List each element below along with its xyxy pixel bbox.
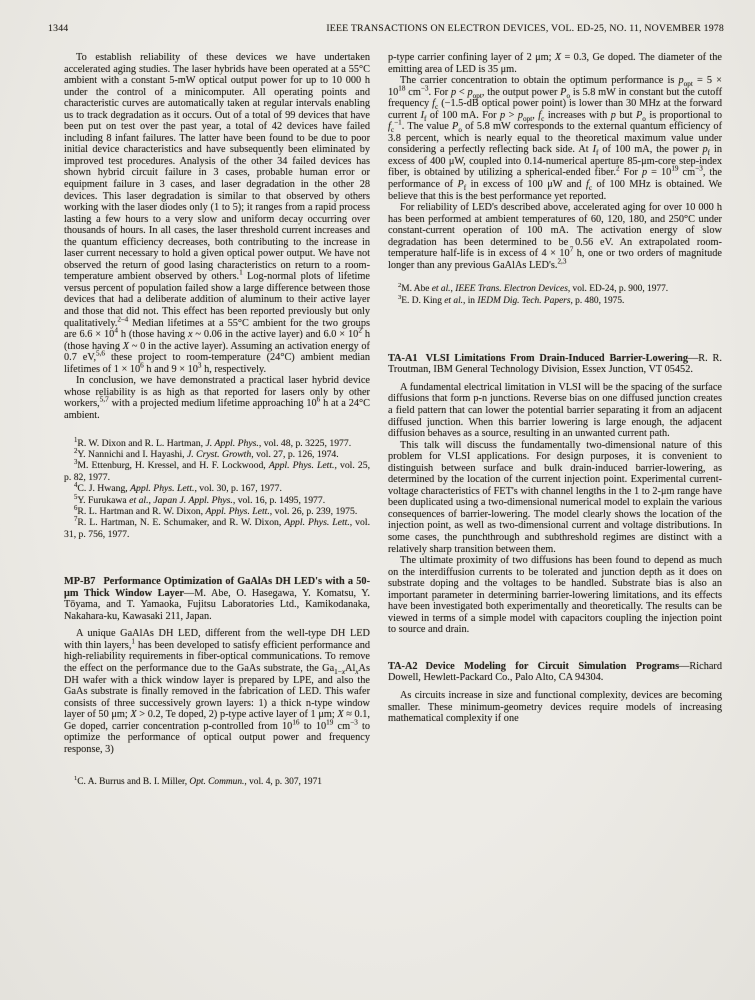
footnote-block (388, 284, 722, 306)
abstract-paragraph: In conclusion, we have demonstrated a practical laser hybrid device whose reliability is as high as that reported for lasers only by other workers,$^{5,7}$ with a projected medium lifetime approaching $10^6$ h at a 24°C ambient. (64, 375, 370, 421)
section-ta-a2 (388, 661, 722, 725)
section-authors: —R. R. Troutman, IBM General Technology Division, Essex Junction, VT 05452. (388, 352, 722, 376)
reference-item: $^5$Y. Furukawa et al., Japan J. Appl. Phys., vol. 16, p. 1495, 1977. (74, 493, 326, 506)
abstract-paragraph: To establish reliability of these devices we have undertaken accelerated aging studies. The laser hybrids have been operated at a 55°C ambient with a constant 5-mW optical output power for up to 10 000 h under the control of a minicomputer. All operating points and characteristic curves are automatically taken at regular intervals enabling us to track degradation as it occurs. Out of a total of 99 devices that have been put on test over the past year, a total of 42 devices have failed including 8 infant failures. The latter have been found to be due to poor initial device characteristics and have subsequently been eliminated by improved test procedures. Analysis of the other 34 failed devices has shown hybrid circuit failure in 3 cases, probable human error or equipment failure in 3 cases, and laser degradation in the other 28 devices. This laser degradation is similar to that observed by others working with the laser diodes only (1 to 5); it ranges from a rapid process lasting a few hours to a very slow and uniform decay occurring over thousands of hours. In all cases, the laser threshold current increases and the quantum efficiency decreases, both contributing to the increase in laser current necessary to hold a given optical power output. We have not observed the return of good lasing characteristics on return to a room-temperature ambient observed by others.$^1$ Log-normal plots of lifetime versus percent of population failed show a large difference between those devices that had a deliberate addition of aluminum to their active layer and those that did not. This effect has been reported previously but only qualitatively.$^{2-4}$ Median lifetimes at a 55°C ambient for the two groups are $6.6 \times 10^4$ h (those having x ~ 0.06 in the active layer) and $6.0 \times 10^2$ h (those having X ~ 0 in the active layer). Assuming an activation energy of 0.7 eV,$^{5,6}$ these project to room-temperature (24°C) ambient median lifetimes of $1 \times 10^6$ h and $9 \times 10^3$ h, respectively. (64, 52, 370, 375)
left-column (64, 52, 370, 789)
abstract-paragraph: A unique GaAlAs DH LED, different from the well-type DH LED with thin layers,$^1$ has been developed to satisfy efficient performance and high-reliability requirements in fiber-optical communications. To remove the effect on the performance due to the GaAs substrate, the $Ga_{1-x}Al_xAs$ DH wafer with a thick window layer is prepared by LPE, and also the GaAs substrate is finally removed in the fabrication of LED. This wafer consists of three successively grown layers: 1) a thick n-type window layer of 50 μm; X > 0.2, Te doped, 2) p-type active layer of 1 μm; X ≈ 0.1, Ge doped, carrier concentration p-controlled from $10^{16}$ to $10^{19}$ $cm^{-3}$ to optimize the performance of optical output power and frequency response, 3) (64, 628, 370, 755)
abstract-paragraph: The carrier concentration to obtain the optimum performance is $p_{opt} = 5 \times 10^{18}$ $cm^{-3}$. For $p < p_{opt}$, the output power $P_o$ is 5.8 mW in constant but the cutoff frequency $f_c$ (−1.5-dB optical power point) is lower than 30 MHz at the forward current $I_f$ of 100 mA. For $p > p_{opt}$, $f_c$ increases with p but $P_o$ is proportional to $f_c^{-1}$. The value $P_o$ of 5.8 mW corresponds to the external quantum efficiency of 3.8 percent, which is nearly equal to the theoretical maximum value under considering a perfectly reflecting back side. At $I_f$ of 100 mA, the power $p_f$ in excess of 400 μW, coupled into 0.14-numerical aperture 85-μm-core step-index fiber, is obtained by utilizing a spherical-ended fiber.$^2$ For $p = 10^{19}$ $cm^{-3}$, the performance of $P_f$ in excess of 100 μW and $f_c$ of 100 MHz is obtained. We believe that this is the best performance yet reported. (388, 75, 723, 202)
footnote: $^3$E. D. King et al., in IEDM Dig. Tech. Papers, p. 480, 1975. (398, 293, 625, 306)
reference-item: $^2$Y. Nannichi and I. Hayashi, J. Cryst. Growth, vol. 27, p. 126, 1974. (74, 447, 339, 460)
right-column (388, 52, 722, 789)
page-number: 1344 (48, 23, 69, 34)
section-title: VLSI Limitations From Drain-Induced Barrier-Lowering (425, 352, 688, 364)
section-heading (388, 661, 722, 684)
reference-item: $^4$C. J. Hwang, Appl. Phys. Lett., vol. 30, p. 167, 1977. (74, 481, 282, 495)
footnote: $^2$M. Abe et al., IEEE Trans. Electron Devices, vol. ED-24, p. 900, 1977. (398, 282, 669, 295)
abstract-paragraph: p-type carrier confining layer of 2 μm; X = 0.3, Ge doped. The diameter of the emitting area of LED is 35 μm. (388, 52, 723, 75)
section-title: Performance Optimization of GaAlAs DH LED's with a 50-μm Thick Window Layer (64, 576, 370, 599)
footnote: $^1$C. A. Burrus and B. I. Miller, Opt. Commun., vol. 4, p. 307, 1971 (74, 775, 322, 788)
section-code: TA-A1 (388, 352, 418, 364)
section-mp-b7 (64, 576, 370, 755)
section-code: TA-A2 (388, 660, 418, 672)
abstract-paragraph: For reliability of LED's described above, accelerated aging for over 10 000 h has been performed at ambient temperatures of 60, 120, 180, and 250°C under constant-current operation of 100 mA. The activation energy of slow degradation has been determined to be 0.56 eV. An extrapolated room-temperature half-life is in excess of $4 \times 10^7$ h, one or two orders of magnitude longer than any previous GaAlAs LED's.$^{2,3}$ (388, 202, 722, 271)
abstract-paragraph: This talk will discuss the fundamentally two-dimensional nature of this problem for VLSI applications. For design purposes, it is convenient to distinguish between surface and bulk drain-induced barrier-lowering, as determined by the location of the current injection point. Experimental current-voltage characteristics of FET's with channel lengths in the 1 to 2-μm range have been duplicated using a two-dimensional numerical model to explain the various consequences of barrier-lowering. The model clearly shows the location of the injection point, as well as two-dimensional current and voltage distributions. In some cases, the punchthrough and subthreshold regimes are distinct with a relatively sharp transition between them. (388, 439, 722, 555)
section-authors: —M. Abe, O. Hasegawa, Y. Komatsu, Y. Tōyama, and T. Yamaoka, Fujitsu Laboratories Ltd., Kamikodanaka, Nakahara-ku, Kawasaki 211, Japan. (64, 587, 370, 622)
abstract-paragraph: A fundamental electrical limitation in VLSI will be the spacing of the surface diffusions that form p-n junctions. Reverse bias on one diffused junction creates a field pattern that can lower the potential barrier separating it from an adjacent diffused junction. When this barrier lowering is large enough, the adjacent diffusion behaves as a source, resulting in an unwanted current path. (388, 381, 722, 440)
page-header (48, 23, 724, 34)
reference-list (64, 438, 370, 541)
section-authors: —Richard Dowell, Hewlett-Packard Co., Palo Alto, CA 94304. (388, 660, 722, 684)
reference-item: $^6$R. L. Hartman and R. W. Dixon, Appl. Phys. Lett., vol. 26, p. 239, 1975. (74, 504, 358, 517)
reference-item: $^1$R. W. Dixon and R. L. Hartman, J. Appl. Phys., vol. 48, p. 3225, 1977. (74, 436, 352, 449)
reference-item: $^7$R. L. Hartman, N. E. Schumaker, and R. W. Dixon, Appl. Phys. Lett., vol. 31, p. 756, 1977. (64, 516, 370, 540)
section-code: MP-B7 (64, 576, 96, 588)
journal-title: IEEE TRANSACTIONS ON ELECTRON DEVICES, VOL. ED-25, NO. 11, NOVEMBER 1978 (326, 23, 724, 34)
reference-item: $^3$M. Ettenburg, H. Kressel, and H. F. Lockwood, Appl. Phys. Lett., vol. 25, p. 82, 1977. (64, 459, 370, 483)
section-ta-a1 (388, 353, 722, 636)
abstract-paragraph: As circuits increase in size and functional complexity, devices are becoming smaller. These minimum-geometry devices require models of increasing mathematical complexity if one (388, 690, 722, 725)
abstract-paragraph: The ultimate proximity of two diffusions has been found to depend as much on the interdiffusion currents to be tolerated and junction depth as it does on substrate doping and the voltages to be handled. Substrate bias is also an important parameter in determining barrier-lowering limitations, and its effects have been investigated both experimentally and theoretically. The results can be viewed in terms of a simple model with capacitors coupling the injection point to source and drain. (388, 555, 722, 636)
footnote-block (64, 777, 370, 788)
section-heading (64, 576, 370, 622)
section-title: Device Modeling for Circuit Simulation Programs (425, 660, 680, 672)
two-column-body (64, 52, 722, 789)
section-heading (388, 353, 722, 376)
